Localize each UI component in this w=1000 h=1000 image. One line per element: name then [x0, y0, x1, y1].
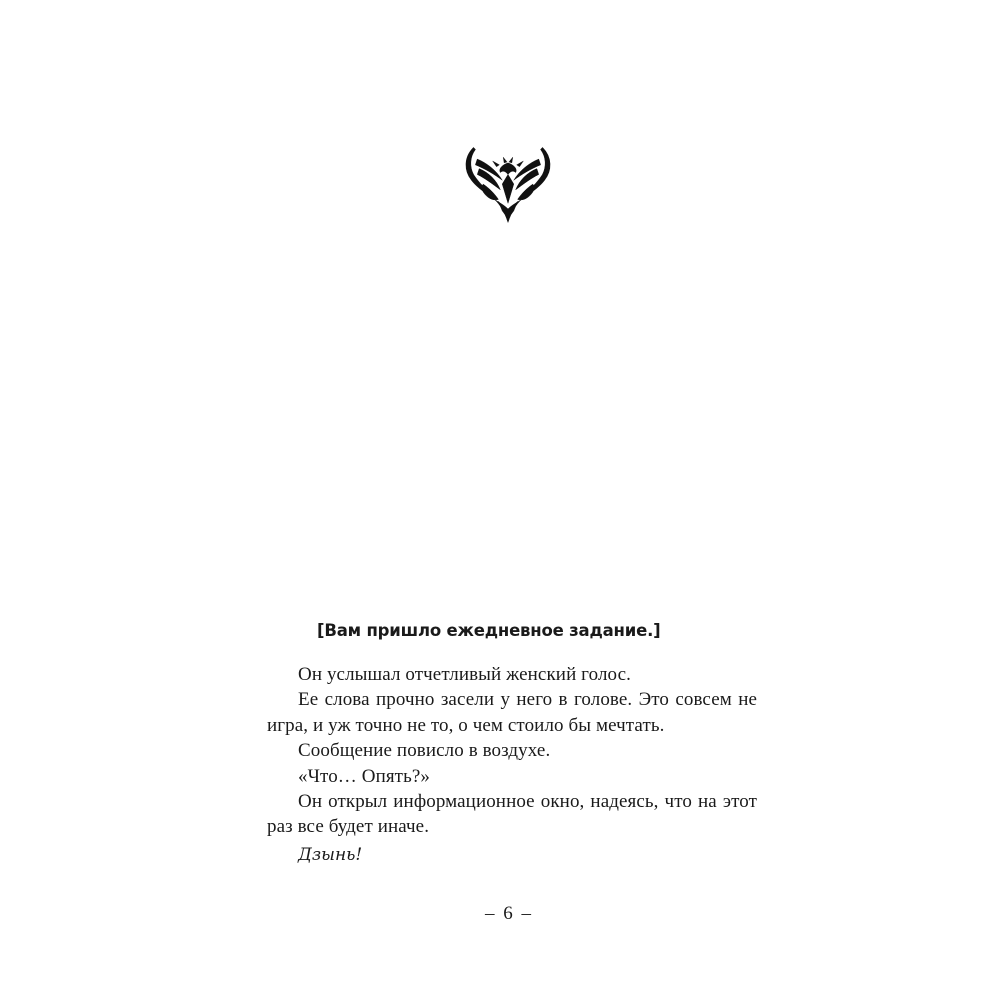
- tribal-ornament-icon: [460, 140, 556, 230]
- paragraph: Ее слова прочно засели у него в голове. Это совсем не игра, и уж точно не то, о чем стоило бы мечтать.: [267, 689, 757, 736]
- paragraph: Он услышал отчетливый женский голос.: [298, 664, 631, 685]
- ornament-graphic: [460, 140, 556, 230]
- body-text: [267, 662, 757, 840]
- sound-effect-text: Дзынь!: [298, 845, 363, 865]
- page-number: – 6 –: [485, 903, 533, 924]
- paragraph: «Что… Опять?»: [298, 765, 430, 787]
- paragraph: Он открыл информационное окно, надеясь, что на этот раз все будет иначе.: [267, 791, 757, 838]
- paragraph: Сообщение повисло в воздухе.: [298, 740, 551, 762]
- system-message: [Вам пришло ежедневное задание.]: [317, 621, 661, 640]
